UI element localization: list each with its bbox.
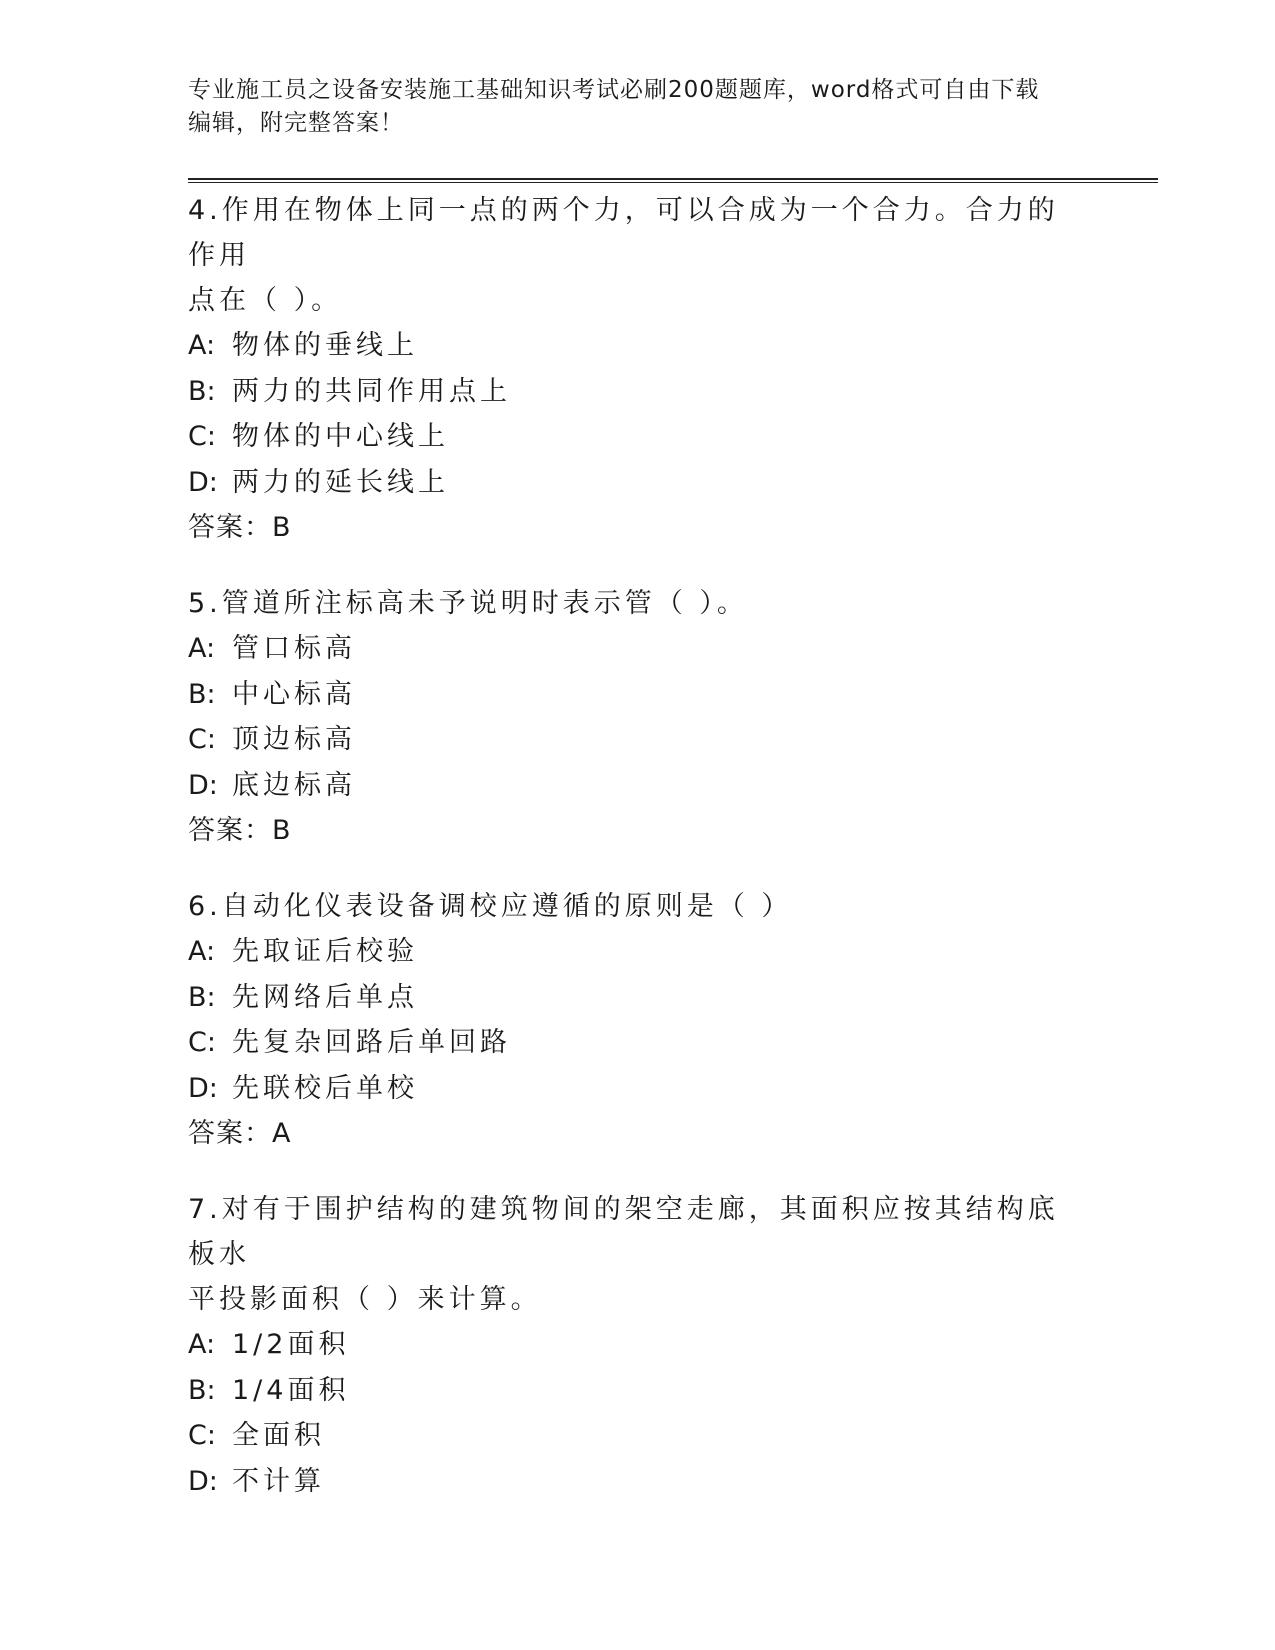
option-c xyxy=(188,1413,1088,1459)
option-text: 1/2面积 xyxy=(232,1329,350,1360)
option-letter: C: xyxy=(188,421,216,452)
option-letter: A: xyxy=(188,1329,216,1360)
header-title-line-2: 编辑，附完整答案！ xyxy=(188,110,404,136)
question-stem-line-1: 6.自动化仪表设备调校应遵循的原则是（ ） xyxy=(188,891,793,922)
option-d xyxy=(188,1459,1088,1505)
option-b xyxy=(188,369,1088,415)
option-letter: B: xyxy=(188,375,216,407)
question-stem-line-2: 点在（ ）。 xyxy=(188,285,343,316)
option-letter: D: xyxy=(188,769,218,801)
option-letter: C: xyxy=(188,1027,216,1058)
option-letter: C: xyxy=(188,1420,216,1451)
question-stem-line-1: 7.对有于围护结构的建筑物间的架空走廊，其面积应按其结构底板水 xyxy=(188,1194,1059,1270)
option-text: 底边标高 xyxy=(232,769,356,801)
option-text: 中心标高 xyxy=(232,678,356,710)
option-letter: A: xyxy=(188,633,216,664)
option-b xyxy=(188,975,1088,1021)
option-text: 两力的延长线上 xyxy=(232,466,449,498)
option-d xyxy=(188,763,1088,809)
option-a xyxy=(188,1322,1088,1368)
question-stem-line-1: 5.管道所注标高未予说明时表示管（ ）。 xyxy=(188,588,748,619)
option-letter: D: xyxy=(188,466,218,498)
option-letter: D: xyxy=(188,1072,218,1104)
option-text: 不计算 xyxy=(232,1465,325,1497)
question-6 xyxy=(188,884,1088,1156)
question-list xyxy=(188,188,1088,1535)
header-title-line-1: 专业施工员之设备安装施工基础知识考试必刷200题题库，word格式可自由下载 xyxy=(188,77,1040,103)
option-b xyxy=(188,672,1088,718)
question-4 xyxy=(188,188,1088,550)
option-c xyxy=(188,717,1088,763)
option-c xyxy=(188,414,1088,460)
option-text: 先复杂回路后单回路 xyxy=(232,1027,511,1058)
option-c xyxy=(188,1020,1088,1066)
option-a xyxy=(188,626,1088,672)
option-text: 物体的垂线上 xyxy=(232,330,418,361)
option-d xyxy=(188,460,1088,506)
option-text: 先网络后单点 xyxy=(232,981,418,1013)
answer-text: 答案：B xyxy=(188,512,292,543)
question-5 xyxy=(188,581,1088,853)
option-d xyxy=(188,1066,1088,1112)
option-a xyxy=(188,929,1088,975)
option-text: 物体的中心线上 xyxy=(232,421,449,452)
answer-text: 答案：B xyxy=(188,815,292,846)
option-letter: A: xyxy=(188,936,216,967)
question-stem-line-1: 4.作用在物体上同一点的两个力，可以合成为一个合力。合力的作用 xyxy=(188,195,1059,271)
option-text: 管口标高 xyxy=(232,633,356,664)
option-text: 先联校后单校 xyxy=(232,1072,418,1104)
option-a xyxy=(188,323,1088,369)
option-letter: A: xyxy=(188,330,216,361)
document-header xyxy=(188,74,1068,140)
option-b xyxy=(188,1368,1088,1414)
option-text: 先取证后校验 xyxy=(232,936,418,967)
option-text: 两力的共同作用点上 xyxy=(232,375,511,407)
option-letter: B: xyxy=(188,981,216,1013)
option-letter: D: xyxy=(188,1465,218,1497)
header-divider xyxy=(188,178,1158,183)
question-stem-line-2: 平投影面积（ ）来计算。 xyxy=(188,1284,542,1315)
option-letter: B: xyxy=(188,1374,216,1406)
option-text: 顶边标高 xyxy=(232,724,356,755)
question-7 xyxy=(188,1187,1088,1504)
option-letter: C: xyxy=(188,724,216,755)
answer-text: 答案：A xyxy=(188,1118,292,1149)
option-letter: B: xyxy=(188,678,216,710)
option-text: 全面积 xyxy=(232,1420,325,1451)
option-text: 1/4面积 xyxy=(232,1374,350,1406)
